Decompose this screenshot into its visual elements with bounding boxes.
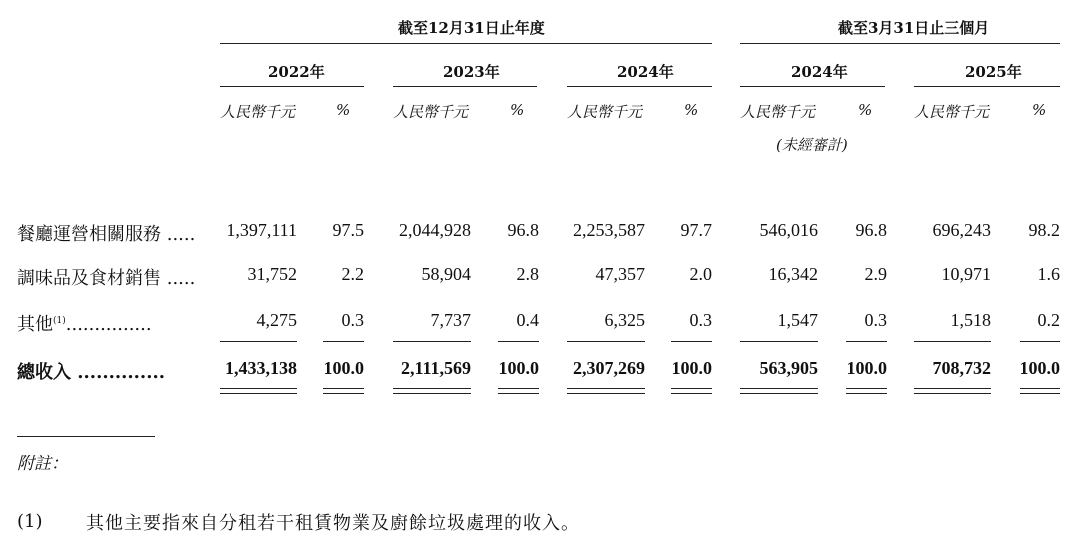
unit-rmb-2024-q1: 人民幣千元	[740, 103, 816, 121]
cell-others-2024q1-pct: 0.3	[864, 310, 887, 330]
total-double-rule	[393, 388, 471, 389]
total-double-rule	[567, 393, 645, 394]
year-rule-2022	[220, 86, 364, 87]
subtotal-rule	[671, 341, 712, 342]
cell-others-2024-pct: 0.3	[689, 310, 712, 330]
unit-pct-2024-q1: %	[858, 101, 873, 119]
group-header-year-end: 截至12月31日止年度	[398, 19, 545, 37]
cell-condiments-sales-2024q1-pct: 2.9	[864, 264, 887, 284]
note-text: 其他主要指來自分租若干租賃物業及廚餘垃圾處理的收入。	[86, 513, 580, 534]
cell-condiments-sales-2022-rmb: 31,752	[247, 264, 297, 284]
total-double-rule	[220, 388, 297, 389]
subtotal-rule	[323, 341, 364, 342]
note-marker: (1)	[17, 511, 43, 532]
cell-total-revenue-2024q1-pct: 100.0	[846, 358, 887, 378]
row-label-total-revenue: 總收入 ..............	[17, 362, 165, 383]
cell-condiments-sales-2025q1-rmb: 10,971	[941, 264, 991, 284]
cell-total-revenue-2022-rmb: 1,433,138	[225, 358, 297, 378]
group-header-q1-rule	[740, 43, 1060, 44]
cell-others-2023-rmb: 7,737	[430, 310, 471, 330]
total-double-rule	[393, 393, 471, 394]
cell-total-revenue-2025q1-pct: 100.0	[1019, 358, 1060, 378]
total-double-rule	[846, 393, 887, 394]
cell-total-revenue-2023-rmb: 2,111,569	[400, 358, 471, 378]
row-label-others-text: 其他	[17, 314, 53, 335]
unit-rmb-2023: 人民幣千元	[393, 103, 469, 121]
notes-heading: 附註：	[17, 454, 68, 474]
total-double-rule	[1020, 388, 1060, 389]
unit-pct-2024: %	[684, 101, 699, 119]
cell-others-2024q1-rmb: 1,547	[777, 310, 818, 330]
subtotal-rule	[846, 341, 887, 342]
year-header-2024: 2024年	[617, 63, 674, 81]
cell-condiments-sales-2024-rmb: 47,357	[595, 264, 645, 284]
row-label-others-dots: ...............	[65, 314, 152, 335]
total-double-rule	[846, 388, 887, 389]
year-rule-2024	[567, 86, 712, 87]
cell-total-revenue-2024-rmb: 2,307,269	[573, 358, 645, 378]
row-label-restaurant-services: 餐廳運營相關服務 .....	[17, 224, 196, 245]
cell-condiments-sales-2024-pct: 2.0	[689, 264, 712, 284]
unit-rmb-2022: 人民幣千元	[220, 103, 296, 121]
cell-restaurant-services-2024-rmb: 2,253,587	[573, 220, 645, 240]
cell-others-2025q1-pct: 0.2	[1037, 310, 1060, 330]
cell-restaurant-services-2024q1-rmb: 546,016	[759, 220, 818, 240]
cell-restaurant-services-2024-pct: 97.7	[680, 220, 712, 240]
cell-total-revenue-2022-pct: 100.0	[323, 358, 364, 378]
total-double-rule	[498, 393, 539, 394]
subtotal-rule	[498, 341, 539, 342]
total-double-rule	[914, 393, 991, 394]
cell-total-revenue-2024q1-rmb: 563,905	[759, 358, 818, 378]
cell-others-2025q1-rmb: 1,518	[950, 310, 991, 330]
unit-pct-2022: %	[336, 101, 351, 119]
cell-restaurant-services-2025q1-rmb: 696,243	[932, 220, 991, 240]
cell-condiments-sales-2023-rmb: 58,904	[421, 264, 471, 284]
unit-pct-2025-q1: %	[1032, 101, 1047, 119]
total-double-rule	[323, 393, 364, 394]
cell-total-revenue-2023-pct: 100.0	[498, 358, 539, 378]
cell-restaurant-services-2025q1-pct: 98.2	[1028, 220, 1060, 240]
cell-restaurant-services-2023-pct: 96.8	[507, 220, 539, 240]
cell-total-revenue-2024-pct: 100.0	[671, 358, 712, 378]
cell-restaurant-services-2022-pct: 97.5	[332, 220, 364, 240]
cell-condiments-sales-2023-pct: 2.8	[516, 264, 539, 284]
year-rule-2023	[393, 86, 537, 87]
total-double-rule	[671, 393, 712, 394]
notes-separator	[17, 436, 155, 437]
footnote-ref: (1)	[53, 316, 66, 326]
group-header-q1: 截至3月31日止三個月	[838, 19, 990, 37]
subtotal-rule	[740, 341, 818, 342]
total-double-rule	[567, 388, 645, 389]
subtotal-rule	[914, 341, 991, 342]
unit-rmb-2025-q1: 人民幣千元	[914, 103, 990, 121]
unit-rmb-2024: 人民幣千元	[567, 103, 643, 121]
year-header-2024-q1: 2024年	[791, 63, 848, 81]
total-double-rule	[740, 388, 818, 389]
total-double-rule	[1020, 393, 1060, 394]
total-double-rule	[740, 393, 818, 394]
total-double-rule	[914, 388, 991, 389]
cell-others-2024-rmb: 6,325	[604, 310, 645, 330]
year-header-2022: 2022年	[268, 63, 325, 81]
cell-restaurant-services-2024q1-pct: 96.8	[855, 220, 887, 240]
row-label-condiments-sales: 調味品及食材銷售 .....	[17, 268, 196, 289]
row-label-others	[17, 310, 152, 336]
subtotal-rule	[393, 341, 471, 342]
cell-condiments-sales-2025q1-pct: 1.6	[1037, 264, 1060, 284]
cell-condiments-sales-2022-pct: 2.2	[341, 264, 364, 284]
cell-others-2022-pct: 0.3	[341, 310, 364, 330]
unit-pct-2023: %	[510, 101, 525, 119]
subtotal-rule	[1020, 341, 1060, 342]
cell-restaurant-services-2022-rmb: 1,397,111	[226, 220, 297, 240]
year-rule-2024-q1	[740, 86, 885, 87]
total-double-rule	[671, 388, 712, 389]
subtotal-rule	[220, 341, 297, 342]
cell-restaurant-services-2023-rmb: 2,044,928	[399, 220, 471, 240]
group-header-year-end-rule	[220, 43, 712, 44]
cell-condiments-sales-2024q1-rmb: 16,342	[768, 264, 818, 284]
cell-total-revenue-2025q1-rmb: 708,732	[932, 358, 991, 378]
cell-others-2023-pct: 0.4	[516, 310, 539, 330]
total-double-rule	[498, 388, 539, 389]
unaudited-note: (未經審計)	[776, 136, 848, 154]
year-header-2025-q1: 2025年	[965, 63, 1022, 81]
cell-others-2022-rmb: 4,275	[256, 310, 297, 330]
year-rule-2025-q1	[914, 86, 1060, 87]
total-double-rule	[323, 388, 364, 389]
total-double-rule	[220, 393, 297, 394]
subtotal-rule	[567, 341, 645, 342]
year-header-2023: 2023年	[443, 63, 500, 81]
